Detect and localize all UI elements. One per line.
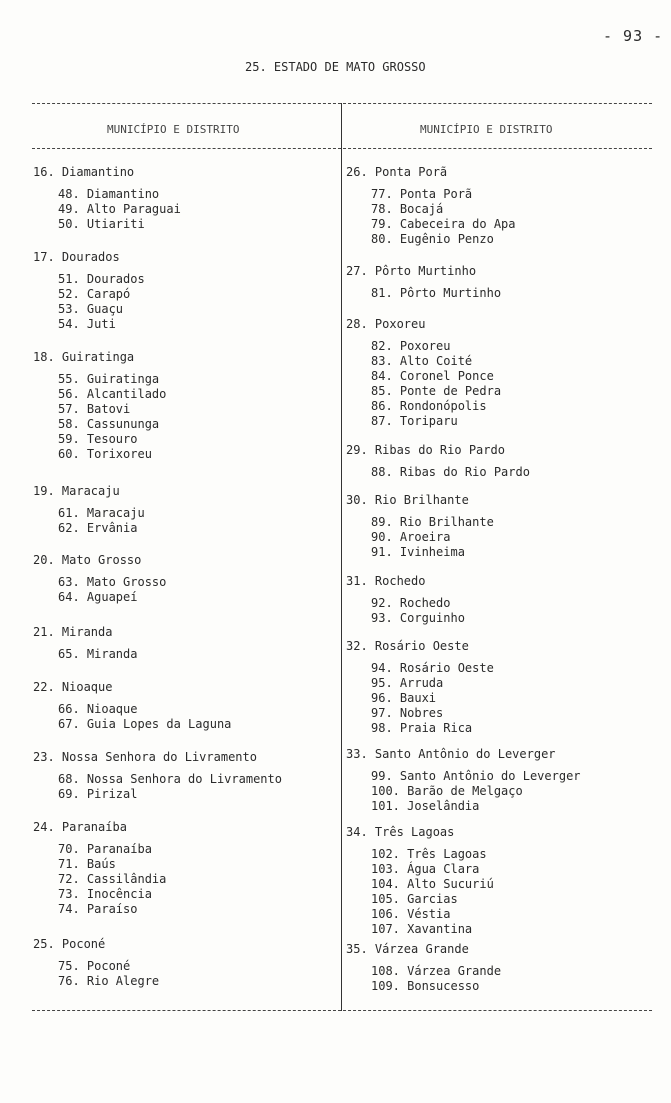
- distrito-item: 108. Várzea Grande: [371, 964, 502, 978]
- distrito-item: 86. Rondonópolis: [371, 399, 487, 413]
- distrito-item: 56. Alcantilado: [58, 387, 167, 401]
- municipio-group: [346, 574, 465, 626]
- bottom-divider: [32, 1010, 652, 1011]
- distrito-item: 70. Paranaíba: [58, 842, 152, 856]
- municipio-group: [346, 639, 494, 736]
- distrito-item: 106. Véstia: [371, 907, 451, 921]
- distrito-item: 66. Nioaque: [58, 702, 138, 716]
- distrito-item: 103. Água Clara: [371, 862, 480, 876]
- distrito-item: 49. Alto Paraguai: [58, 202, 181, 216]
- municipio-name: 22. Nioaque: [33, 680, 113, 694]
- distrito-item: 98. Praia Rica: [371, 721, 473, 735]
- distrito-item: 50. Utiariti: [58, 217, 145, 231]
- municipio-name: 32. Rosário Oeste: [346, 639, 469, 653]
- municipio-name: 24. Paranaíba: [33, 820, 127, 834]
- distrito-item: 58. Cassununga: [58, 417, 160, 431]
- distrito-item: 93. Corguinho: [371, 611, 465, 625]
- distrito-item: 102. Três Lagoas: [371, 847, 487, 861]
- distrito-item: 68. Nossa Senhora do Livramento: [58, 772, 282, 786]
- municipio-group: [33, 625, 137, 662]
- municipio-group: [33, 750, 282, 802]
- distrito-item: 85. Ponte de Pedra: [371, 384, 502, 398]
- distrito-item: 69. Pirizal: [58, 787, 138, 801]
- municipio-group: [346, 443, 530, 480]
- distrito-item: 63. Mato Grosso: [58, 575, 167, 589]
- distrito-item: 71. Baús: [58, 857, 116, 871]
- distrito-item: 82. Poxoreu: [371, 339, 451, 353]
- distrito-item: 55. Guiratinga: [58, 372, 160, 386]
- page-number: - 93 -: [603, 27, 664, 45]
- municipio-group: [33, 553, 166, 605]
- municipio-group: [33, 350, 166, 462]
- distrito-item: 73. Inocência: [58, 887, 152, 901]
- top-divider: [32, 103, 652, 104]
- municipio-group: [346, 942, 501, 994]
- distrito-item: 53. Guaçu: [58, 302, 124, 316]
- municipio-group: [346, 825, 494, 937]
- municipio-name: 19. Maracaju: [33, 484, 120, 498]
- distrito-item: 76. Rio Alegre: [58, 974, 160, 988]
- distrito-item: 90. Aroeira: [371, 530, 451, 544]
- distrito-item: 88. Ribas do Rio Pardo: [371, 465, 530, 479]
- distrito-item: 64. Aguapeí: [58, 590, 138, 604]
- municipio-group: [33, 680, 231, 732]
- municipio-group: [346, 317, 501, 429]
- distrito-item: 72. Cassilândia: [58, 872, 167, 886]
- municipio-group: [33, 937, 159, 989]
- municipio-group: [346, 493, 494, 560]
- municipio-group: [33, 165, 181, 232]
- distrito-item: 95. Arruda: [371, 676, 444, 690]
- distrito-item: 75. Poconé: [58, 959, 131, 973]
- distrito-item: 105. Garcias: [371, 892, 458, 906]
- distrito-item: 97. Nobres: [371, 706, 444, 720]
- municipio-group: [346, 747, 581, 814]
- distrito-item: 48. Diamantino: [58, 187, 160, 201]
- municipio-name: 26. Ponta Porã: [346, 165, 448, 179]
- distrito-item: 96. Bauxi: [371, 691, 437, 705]
- distrito-item: 91. Ivinheima: [371, 545, 465, 559]
- distrito-item: 92. Rochedo: [371, 596, 451, 610]
- municipio-name: 29. Ribas do Rio Pardo: [346, 443, 505, 457]
- municipio-name: 20. Mato Grosso: [33, 553, 142, 567]
- distrito-item: 54. Juti: [58, 317, 116, 331]
- distrito-item: 65. Miranda: [58, 647, 138, 661]
- distrito-item: 104. Alto Sucuriú: [371, 877, 494, 891]
- municipio-name: 25. Poconé: [33, 937, 106, 951]
- distrito-item: 80. Eugênio Penzo: [371, 232, 494, 246]
- distrito-item: 94. Rosário Oeste: [371, 661, 494, 675]
- distrito-item: 51. Dourados: [58, 272, 145, 286]
- municipio-name: 27. Pôrto Murtinho: [346, 264, 477, 278]
- distrito-item: 83. Alto Coité: [371, 354, 473, 368]
- municipio-name: 31. Rochedo: [346, 574, 426, 588]
- municipio-name: 18. Guiratinga: [33, 350, 135, 364]
- page-title: 25. ESTADO DE MATO GROSSO: [245, 60, 426, 74]
- distrito-item: 59. Tesouro: [58, 432, 138, 446]
- municipio-name: 16. Diamantino: [33, 165, 135, 179]
- municipio-group: [346, 165, 516, 247]
- distrito-item: 52. Carapó: [58, 287, 131, 301]
- distrito-item: 87. Toriparu: [371, 414, 458, 428]
- right-column-header: MUNICÍPIO E DISTRITO: [420, 123, 553, 136]
- municipio-name: 34. Três Lagoas: [346, 825, 455, 839]
- distrito-item: 101. Joselândia: [371, 799, 480, 813]
- distrito-item: 81. Pôrto Murtinho: [371, 286, 502, 300]
- header-divider: [32, 148, 652, 149]
- municipio-group: [33, 820, 166, 917]
- left-column-header: MUNICÍPIO E DISTRITO: [107, 123, 240, 136]
- distrito-item: 60. Torixoreu: [58, 447, 152, 461]
- distrito-item: 79. Cabeceira do Apa: [371, 217, 516, 231]
- municipio-name: 35. Várzea Grande: [346, 942, 469, 956]
- municipio-name: 17. Dourados: [33, 250, 120, 264]
- municipio-group: [346, 264, 501, 301]
- municipio-name: 28. Poxoreu: [346, 317, 426, 331]
- distrito-item: 77. Ponta Porã: [371, 187, 473, 201]
- distrito-item: 100. Barão de Melgaço: [371, 784, 523, 798]
- distrito-item: 67. Guia Lopes da Laguna: [58, 717, 232, 731]
- municipio-name: 30. Rio Brilhante: [346, 493, 469, 507]
- distrito-item: 99. Santo Antônio do Leverger: [371, 769, 581, 783]
- distrito-item: 107. Xavantina: [371, 922, 473, 936]
- distrito-item: 89. Rio Brilhante: [371, 515, 494, 529]
- distrito-item: 57. Batovi: [58, 402, 131, 416]
- municipio-name: 23. Nossa Senhora do Livramento: [33, 750, 257, 764]
- distrito-item: 78. Bocajá: [371, 202, 444, 216]
- distrito-item: 62. Ervânia: [58, 521, 138, 535]
- distrito-item: 61. Maracaju: [58, 506, 145, 520]
- column-divider: [341, 103, 342, 1011]
- municipio-name: 33. Santo Antônio do Leverger: [346, 747, 556, 761]
- distrito-item: 74. Paraíso: [58, 902, 138, 916]
- distrito-item: 84. Coronel Ponce: [371, 369, 494, 383]
- municipio-group: [33, 250, 145, 332]
- municipio-name: 21. Miranda: [33, 625, 113, 639]
- municipio-group: [33, 484, 145, 536]
- distrito-item: 109. Bonsucesso: [371, 979, 480, 993]
